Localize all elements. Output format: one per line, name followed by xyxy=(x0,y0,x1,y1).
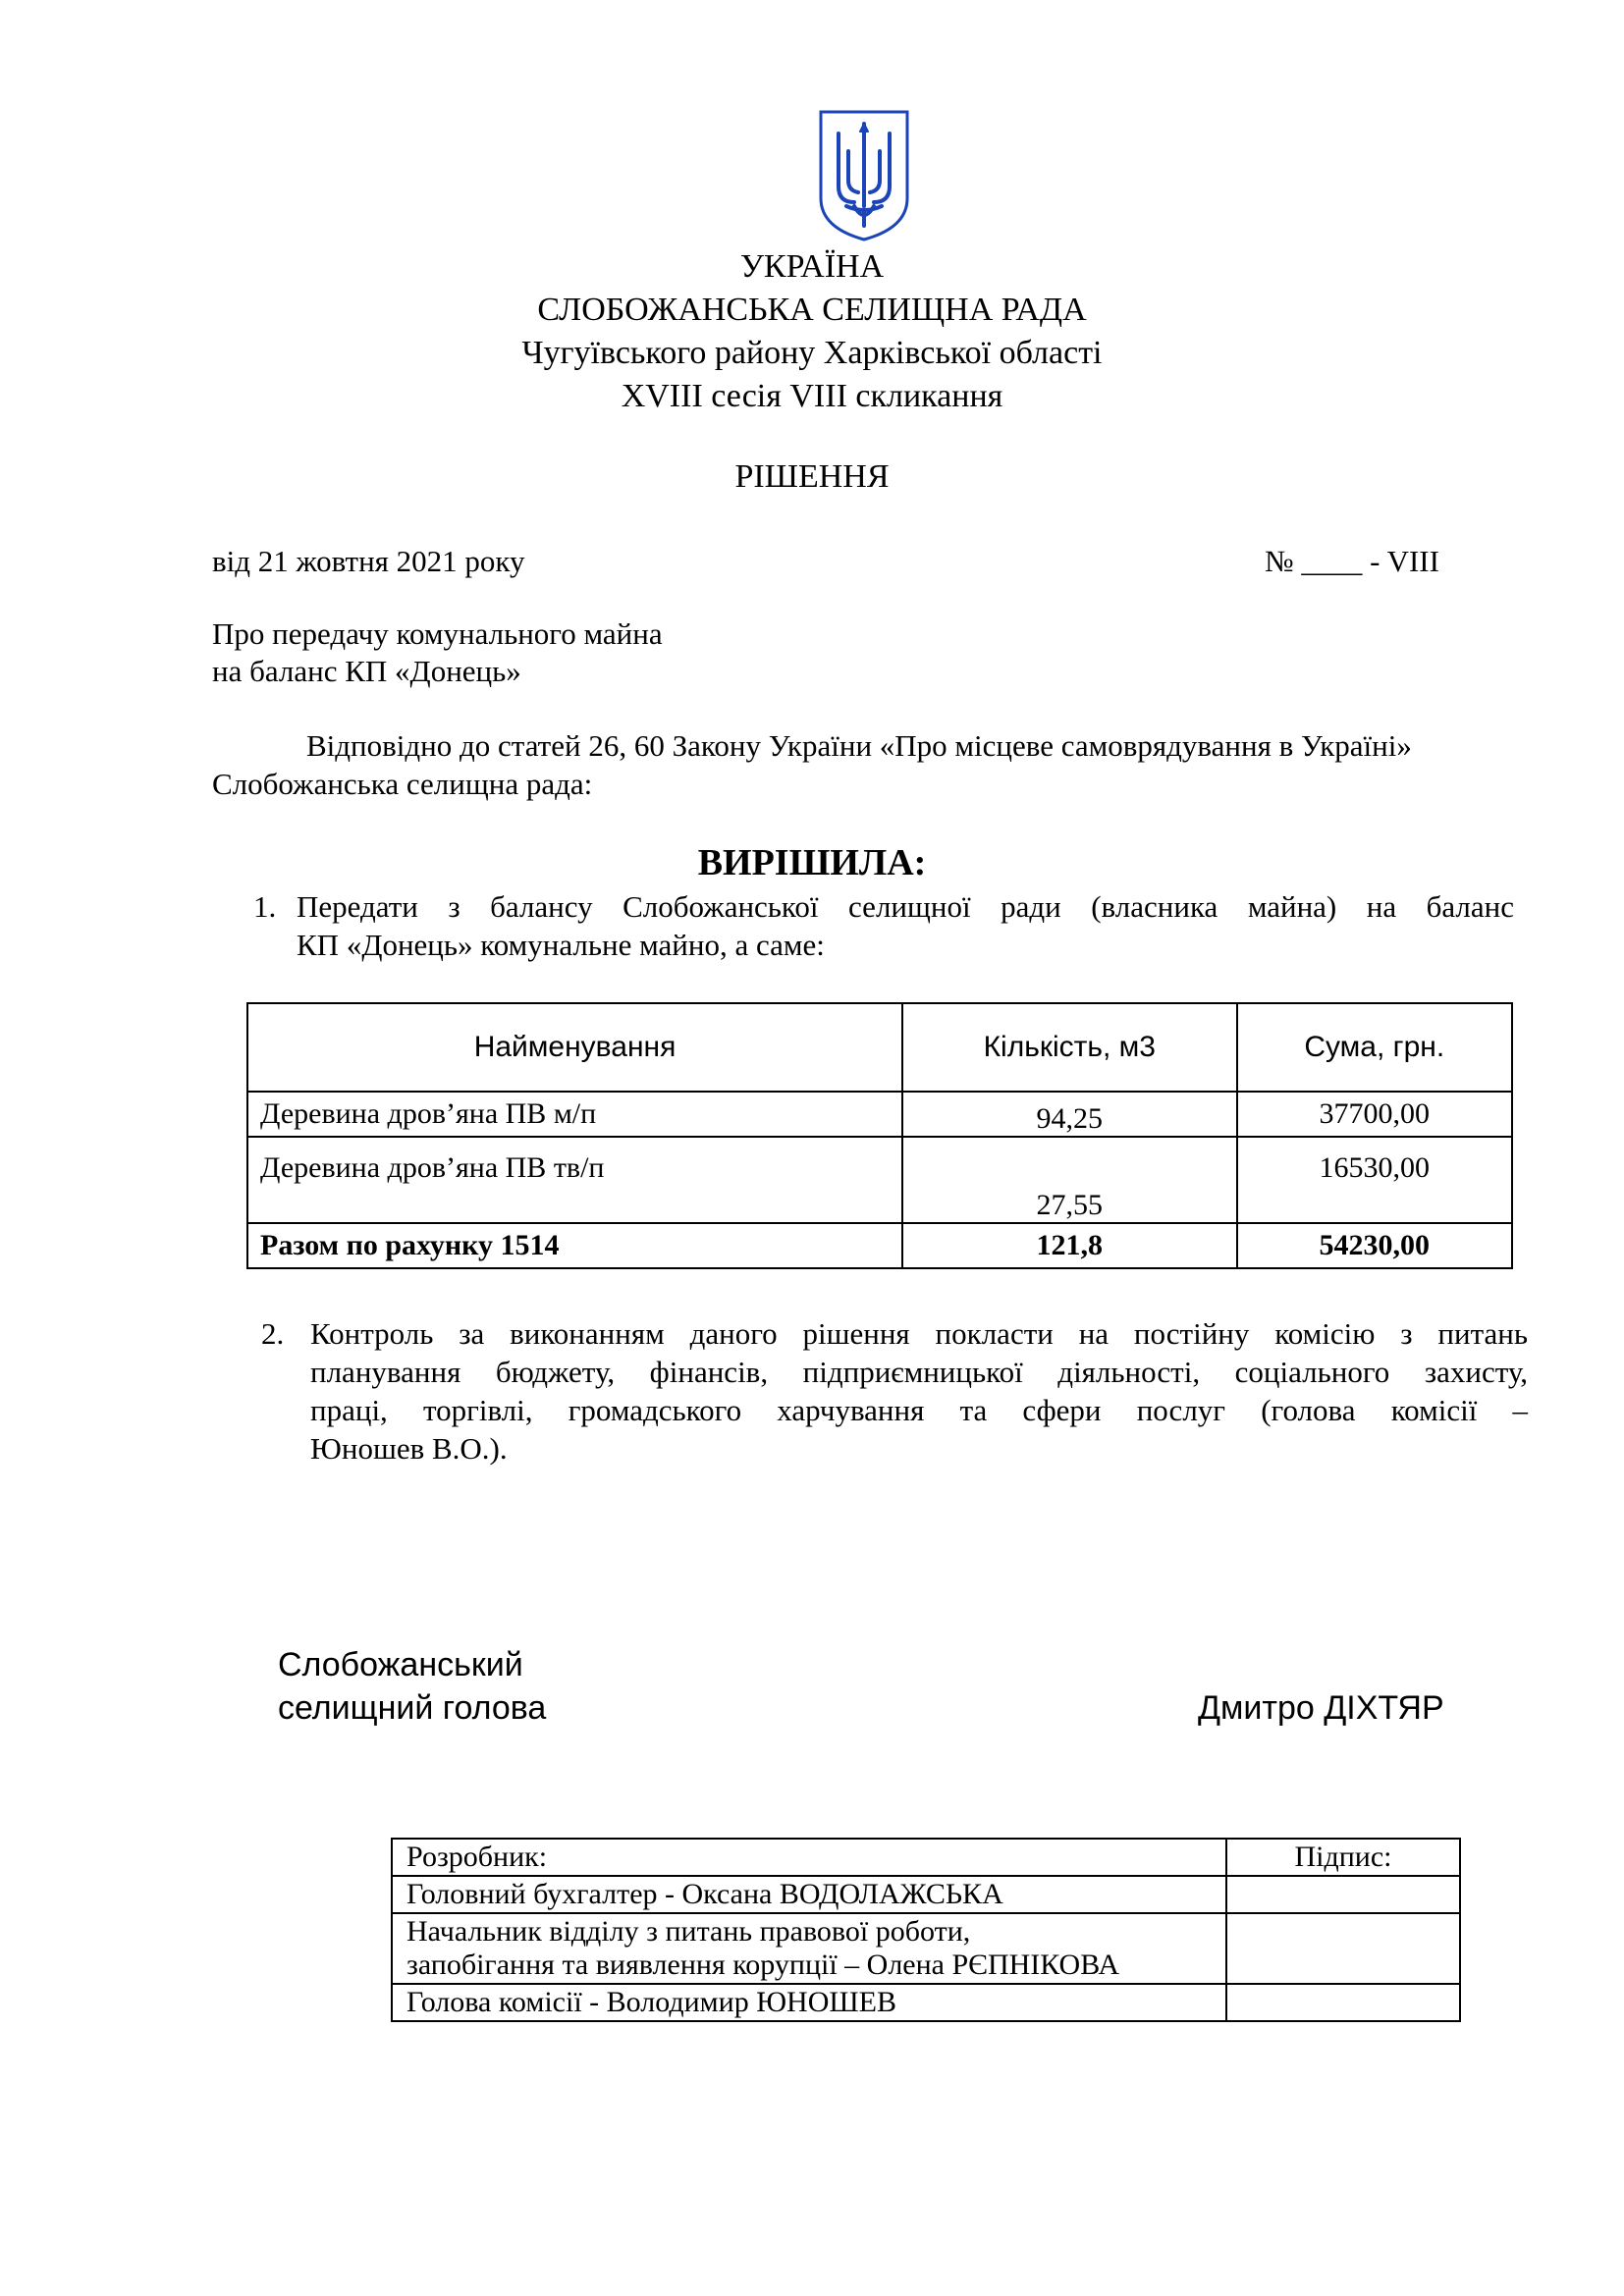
property-table xyxy=(246,1002,1513,1269)
approver-legal-head-line-1: Начальник відділу з питань правової роботи, xyxy=(406,1915,971,1948)
preamble-line-2: Слобожанська селищна рада: xyxy=(212,767,593,801)
preamble-line-1: Відповідно до статей 26, 60 Закону України «Про місцеве самоврядування в Україні» xyxy=(306,728,1412,763)
column-header-name: Найменування xyxy=(247,1003,902,1092)
signatory-title-line-1: Слобожанський xyxy=(278,1646,523,1683)
table-row xyxy=(392,1913,1460,1984)
total-row xyxy=(247,1223,1512,1268)
developer-label: Розробник: xyxy=(392,1839,1226,1876)
approval-table xyxy=(391,1838,1461,2022)
item-name: Деревина дров’яна ПВ м/п xyxy=(247,1092,902,1137)
item-1-line-2: КП «Донець» комунальне майно, а саме: xyxy=(297,928,825,962)
coat-of-arms-emblem xyxy=(817,108,911,241)
item-sum: 37700,00 xyxy=(1237,1092,1512,1137)
district-line: Чугуївського району Харківської області xyxy=(521,335,1103,371)
property-table-header-row xyxy=(247,1003,1512,1092)
item-1-line-1: Передати з балансу Слобожанської селищної ради (власника майна) на баланс xyxy=(297,889,1514,924)
approver-chief-accountant: Головний бухгалтер - Оксана ВОДОЛАЖСЬКА xyxy=(392,1876,1226,1913)
total-sum: 54230,00 xyxy=(1237,1223,1512,1268)
table-row xyxy=(247,1092,1512,1137)
item-2-line-2: планування бюджету, фінансів, підприємницької діяльності, соціального захисту, xyxy=(310,1355,1528,1389)
approver-legal-head-line-2: запобігання та виявлення корупції – Олена РЄПНІКОВА xyxy=(406,1949,1120,1981)
item-1-number: 1. xyxy=(253,889,277,924)
country-title: УКРАЇНА xyxy=(739,248,885,285)
approval-header-row xyxy=(392,1839,1460,1876)
signature-cell xyxy=(1226,1876,1460,1913)
item-sum: 16530,00 xyxy=(1237,1137,1512,1223)
item-quantity: 27,55 xyxy=(902,1137,1237,1223)
approver-legal-head xyxy=(392,1913,1226,1984)
subject-line-2: на баланс КП «Донець» xyxy=(212,654,521,688)
subject-line-1: Про передачу комунального майна xyxy=(212,616,663,651)
session-line: XVIII сесія VIII скликання xyxy=(621,378,1003,414)
item-2-line-1: Контроль за виконанням даного рішення покласти на постійну комісію з питань xyxy=(310,1316,1528,1351)
item-2-line-4: Юношев В.О.). xyxy=(310,1431,508,1466)
item-name: Деревина дров’яна ПВ тв/п xyxy=(247,1137,902,1223)
decision-number: № ____ - VIII xyxy=(1265,544,1439,578)
table-row xyxy=(247,1137,1512,1223)
total-quantity: 121,8 xyxy=(902,1223,1237,1268)
total-label: Разом по рахунку 1514 xyxy=(247,1223,902,1268)
table-row xyxy=(392,1876,1460,1913)
item-quantity: 94,25 xyxy=(902,1092,1237,1137)
item-2-line-3: праці, торгівлі, громадського харчування та сфери послуг (голова комісії – xyxy=(310,1393,1528,1427)
column-header-quantity: Кількість, м3 xyxy=(902,1003,1237,1092)
item-2-number: 2. xyxy=(261,1316,285,1351)
signature-cell xyxy=(1226,1984,1460,2021)
council-title: СЛОБОЖАНСЬКА СЕЛИЩНА РАДА xyxy=(537,292,1087,328)
decision-date: від 21 жовтня 2021 року xyxy=(212,544,525,578)
decision-heading: ВИРІШИЛА: xyxy=(697,842,927,883)
document-type-title: РІШЕННЯ xyxy=(734,458,890,495)
column-header-sum: Сума, грн. xyxy=(1237,1003,1512,1092)
approver-commission-head: Голова комісії - Володимир ЮНОШЕВ xyxy=(392,1984,1226,2021)
signatory-title-line-2: селищний голова xyxy=(278,1689,547,1727)
signatory-name: Дмитро ДІХТЯР xyxy=(1198,1689,1444,1727)
table-row xyxy=(392,1984,1460,2021)
signature-cell xyxy=(1226,1913,1460,1984)
signature-column-label: Підпис: xyxy=(1226,1839,1460,1876)
